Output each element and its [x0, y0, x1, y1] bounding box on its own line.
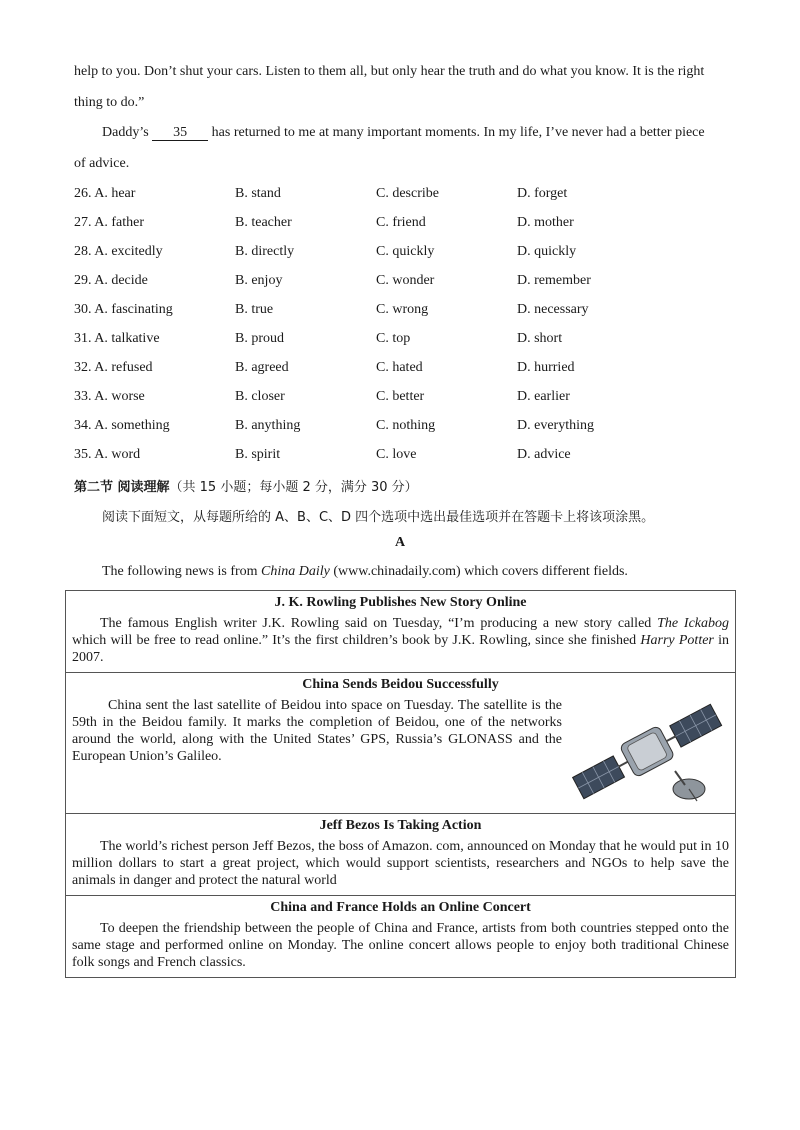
option-a[interactable]: 30. A. fascinating — [74, 302, 173, 317]
question-28-options — [74, 244, 734, 264]
option-d[interactable]: D. remember — [517, 273, 591, 288]
section-instruction: 阅读下面短文，从每题所给的 A、B、C、D 四个选项中选出最佳选项并在答题卡上将该项涂黑。 — [102, 510, 655, 525]
section-title: 第二节 阅读理解 — [74, 480, 170, 495]
intro-source: China Daily — [261, 564, 330, 579]
news-title: China and France Holds an Online Concert — [270, 900, 531, 915]
satellite-icon — [567, 697, 731, 813]
question-27-options — [74, 215, 734, 235]
option-c[interactable]: C. top — [376, 331, 411, 346]
option-d[interactable]: D. mother — [517, 215, 574, 230]
news-item — [66, 672, 735, 813]
passage-line: of advice. — [74, 156, 130, 171]
option-b[interactable]: B. anything — [235, 418, 301, 433]
news-title: Jeff Bezos Is Taking Action — [319, 818, 482, 833]
news-item — [66, 591, 735, 672]
option-a[interactable]: 26. A. hear — [74, 186, 136, 201]
answer-blank-35[interactable]: 35 — [152, 126, 208, 141]
news-item — [66, 813, 735, 895]
question-34-options — [74, 418, 734, 438]
option-a[interactable]: 31. A. talkative — [74, 331, 160, 346]
option-b[interactable]: B. directly — [235, 244, 295, 259]
option-d[interactable]: D. quickly — [517, 244, 577, 259]
intro-text — [102, 564, 628, 580]
question-32-options — [74, 360, 734, 380]
option-a[interactable]: 34. A. something — [74, 418, 170, 433]
option-a[interactable]: 32. A. refused — [74, 360, 153, 375]
option-c[interactable]: C. wrong — [376, 302, 429, 317]
option-a[interactable]: 27. A. father — [74, 215, 144, 230]
question-30-options — [74, 302, 734, 322]
question-31-options — [74, 331, 734, 351]
option-a[interactable]: 33. A. worse — [74, 389, 145, 404]
option-c[interactable]: C. quickly — [376, 244, 435, 259]
option-b[interactable]: B. teacher — [235, 215, 292, 230]
passage-line: help to you. Don’t shut your cars. Listen to them all, but only hear the truth and do what you know. It is the right — [74, 64, 705, 79]
section-heading — [74, 476, 418, 495]
news-title: J. K. Rowling Publishes New Story Online — [274, 595, 527, 610]
option-d[interactable]: D. hurried — [517, 360, 575, 375]
option-d[interactable]: D. everything — [517, 418, 594, 433]
passage-line — [102, 125, 705, 141]
option-c[interactable]: C. nothing — [376, 418, 436, 433]
option-b[interactable]: B. agreed — [235, 360, 289, 375]
passage-line: thing to do.” — [74, 95, 145, 110]
question-26-options — [74, 186, 734, 206]
option-a[interactable]: 35. A. word — [74, 447, 141, 462]
option-a[interactable]: 28. A. excitedly — [74, 244, 163, 259]
option-d[interactable]: D. short — [517, 331, 563, 346]
option-d[interactable]: D. earlier — [517, 389, 570, 404]
news-body: The famous English writer J.K. Rowling said on Tuesday, “I’m producing a new story called The Ickabog which will be free to read online.” It’s the first children’s book by J.K. Rowling, since she finished Harry Potter in 2007. — [72, 616, 729, 665]
news-item — [66, 895, 735, 977]
intro-pre: The following news is from — [102, 564, 262, 579]
passage-text: Daddy’s — [102, 125, 149, 140]
option-c[interactable]: C. wonder — [376, 273, 435, 288]
question-29-options — [74, 273, 734, 293]
news-body: To deepen the friendship between the people of China and France, artists from both countries stepped onto the same stage and performed online on Monday. The online concert allows people to enjoy both traditional Chinese folk songs and French classics. — [72, 921, 729, 970]
option-b[interactable]: B. closer — [235, 389, 285, 404]
news-body: China sent the last satellite of Beidou into space on Tuesday. The satellite is the 59th in the Beidou family. It marks the completion of Beidou, one of the networks around the world, along with the United States’ GPS, Russia’s GLONASS and the European Union’s Galileo. — [72, 698, 562, 764]
option-b[interactable]: B. spirit — [235, 447, 281, 462]
option-b[interactable]: B. true — [235, 302, 274, 317]
option-c[interactable]: C. better — [376, 389, 425, 404]
news-title: China Sends Beidou Successfully — [302, 677, 499, 692]
option-d[interactable]: D. advice — [517, 447, 571, 462]
option-b[interactable]: B. stand — [235, 186, 281, 201]
option-c[interactable]: C. friend — [376, 215, 426, 230]
intro-post: (www.chinadaily.com) which covers different fields. — [329, 564, 628, 579]
news-body: The world’s richest person Jeff Bezos, the boss of Amazon. com, announced on Monday that he would put in 10 million dollars to start a great project, which would support scientists, researchers and NGOs to help save the animals in danger and protect the natural world — [72, 839, 729, 888]
option-c[interactable]: C. love — [376, 447, 417, 462]
question-33-options — [74, 389, 734, 409]
part-label: A — [394, 535, 406, 550]
option-a[interactable]: 29. A. decide — [74, 273, 148, 288]
option-c[interactable]: C. describe — [376, 186, 439, 201]
passage-text: has returned to me at many important moments. In my life, I’ve never had a better piece — [211, 125, 705, 140]
news-table — [65, 590, 736, 978]
question-35-options — [74, 447, 734, 467]
option-c[interactable]: C. hated — [376, 360, 423, 375]
option-b[interactable]: B. enjoy — [235, 273, 283, 288]
option-b[interactable]: B. proud — [235, 331, 284, 346]
section-note: （共 15 小题；每小题 2 分，满分 30 分） — [169, 480, 418, 495]
option-d[interactable]: D. forget — [517, 186, 568, 201]
option-d[interactable]: D. necessary — [517, 302, 589, 317]
